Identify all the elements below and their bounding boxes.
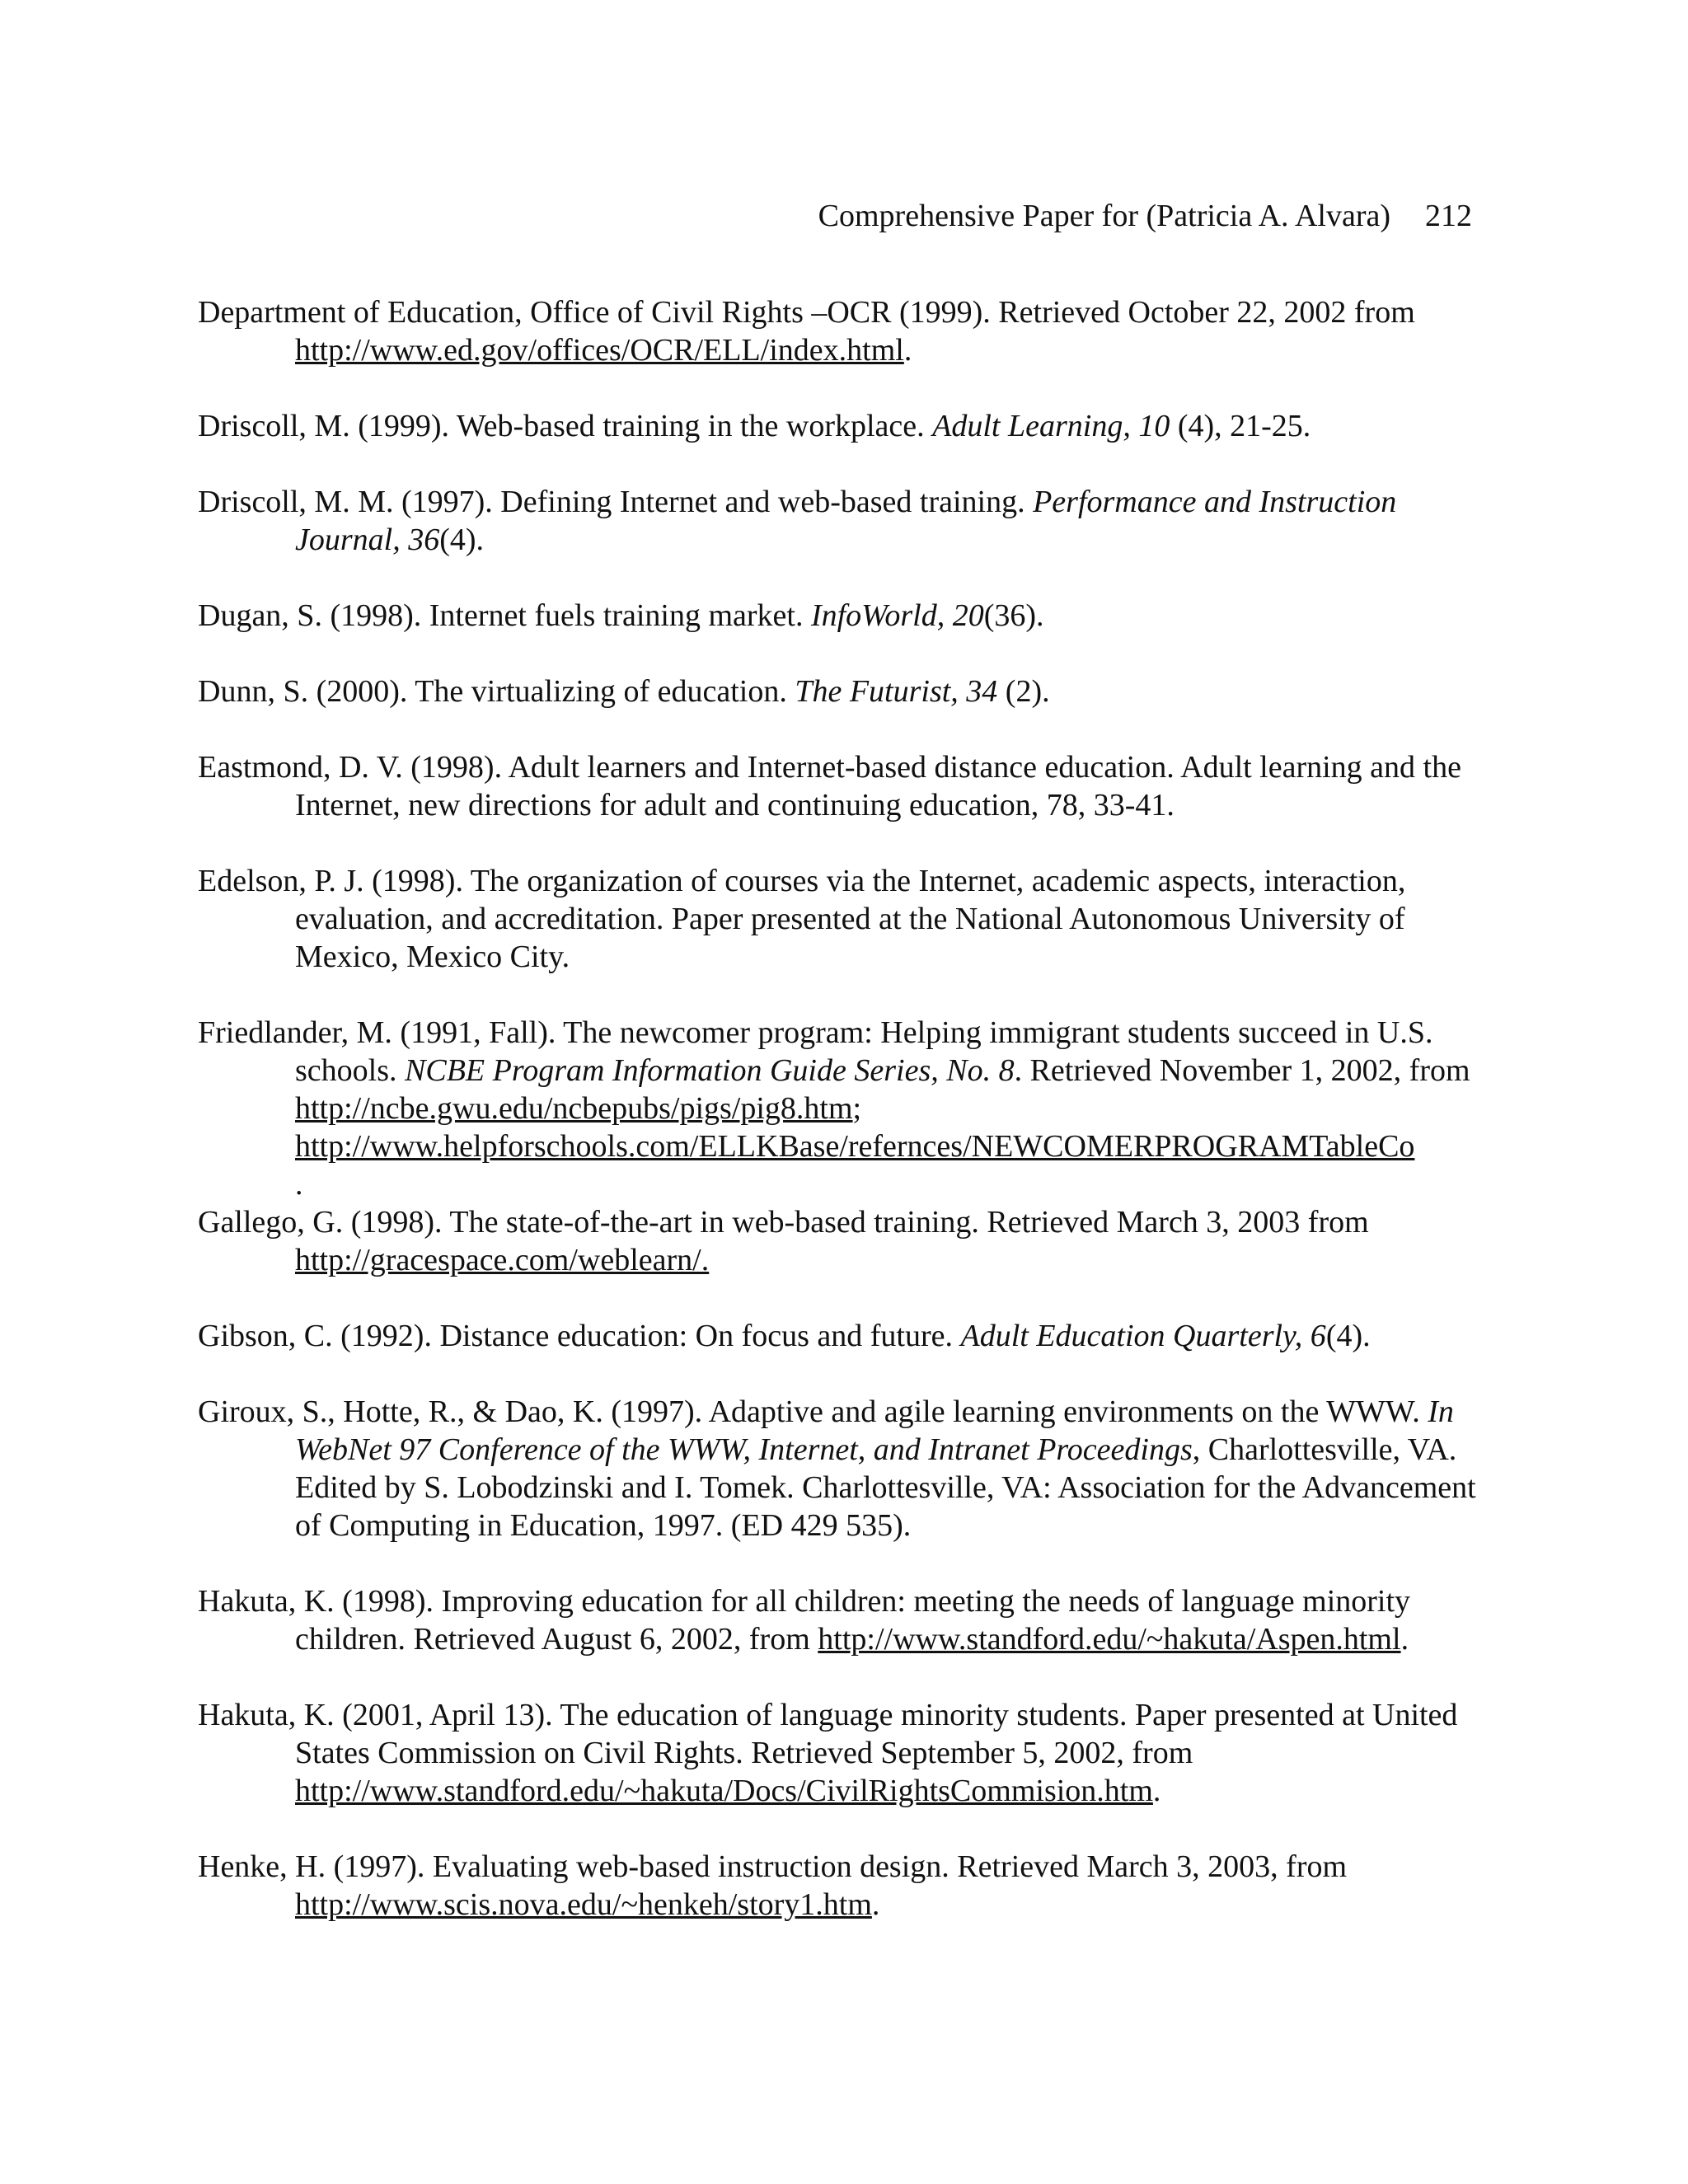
reference-item: Hakuta, K. (2001, April 13). The education of language minority students. Paper presented at United States Commission on Civil Rights. Retrieved September 5, 2002, from http://www.standford.edu/~hakuta/Docs/CivilRightsCommision.htm. xyxy=(198,1698,1458,1808)
reference-item: Giroux, S., Hotte, R., & Dao, K. (1997). Adaptive and agile learning environments on the WWW. In WebNet 97 Conference of the WWW, Internet, and Intranet Proceedings, Charlottesville, VA. Edited by S. Lobodzinski and I. Tomek. Charlottesville, VA: Association for the Advancement of Computing in Education, 1997. (ED 429 535). xyxy=(198,1394,1476,1543)
reference-item: Driscoll, M. M. (1997). Defining Internet and web-based training. Performance and Instruction Journal, 36(4). xyxy=(198,485,1397,557)
running-head xyxy=(818,196,1472,236)
reference-item: Gallego, G. (1998). The state-of-the-art in web-based training. Retrieved March 3, 2003 from http://gracespace.com/weblearn/. xyxy=(198,1205,1369,1277)
reference-item: Henke, H. (1997). Evaluating web-based instruction design. Retrieved March 3, 2003, from http://www.scis.nova.edu/~henkeh/story1.htm. xyxy=(198,1849,1348,1922)
reference-source: The Futurist, 34 xyxy=(795,674,998,709)
reference-item: Dugan, S. (1998). Internet fuels training market. InfoWorld, 20(36). xyxy=(198,598,1044,633)
reference-link[interactable]: http://www.ed.gov/offices/OCR/ELL/index.html xyxy=(295,333,904,368)
reference-link[interactable]: http://ncbe.gwu.edu/ncbepubs/pigs/pig8.htm xyxy=(295,1091,853,1126)
reference-source: NCBE Program Information Guide Series, No. 8 xyxy=(405,1053,1015,1088)
reference-link[interactable]: http://www.scis.nova.edu/~henkeh/story1.htm xyxy=(295,1887,872,1922)
page-number: 212 xyxy=(1425,199,1472,233)
reference-item: Hakuta, K. (1998). Improving education for all children: meeting the needs of language minority children. Retrieved August 6, 2002, from http://www.standford.edu/~hakuta/Aspen.html. xyxy=(198,1584,1411,1657)
reference-item: Gibson, C. (1992). Distance education: On focus and future. Adult Education Quarterly, 6(4). xyxy=(198,1319,1371,1353)
reference-item: Driscoll, M. (1999). Web-based training in the workplace. Adult Learning, 10 (4), 21-25. xyxy=(198,409,1311,443)
reference-list xyxy=(198,293,1484,1961)
reference-item: Edelson, P. J. (1998). The organization of courses via the Internet, academic aspects, interaction, evaluation, and accreditation. Paper presented at the National Autonomous University of Mexico, Mexico City. xyxy=(198,864,1406,974)
reference-source: Adult Learning, 10 xyxy=(932,409,1170,443)
reference-item: Department of Education, Office of Civil Rights –OCR (1999). Retrieved October 22, 2002 from http://www.ed.gov/offices/OCR/ELL/index.html. xyxy=(198,295,1415,368)
reference-source: InfoWorld, 20 xyxy=(810,598,984,633)
reference-item: Friedlander, M. (1991, Fall). The newcomer program: Helping immigrant students succeed in U.S. schools. NCBE Program Information Guide Series, No. 8. Retrieved November 1, 2002, from http://ncbe.gwu.edu/ncbepubs/pigs/pig8.htm; http://www.helpforschools.com/ELLKBase/refernces/NEWCOMERPROGRAMTableCo . xyxy=(198,1015,1470,1202)
reference-source: Performance and Instruction Journal, 36 xyxy=(295,485,1397,557)
reference-link[interactable]: http://www.standford.edu/~hakuta/Aspen.html xyxy=(818,1622,1401,1657)
reference-link[interactable]: http://gracespace.com/weblearn/. xyxy=(295,1243,710,1277)
reference-link-secondary[interactable]: http://www.helpforschools.com/ELLKBase/refernces/NEWCOMERPROGRAMTableCo xyxy=(295,1129,1415,1164)
reference-item: Eastmond, D. V. (1998). Adult learners and Internet-based distance education. Adult learning and the Internet, new directions for adult and continuing education, 78, 33-41. xyxy=(198,750,1461,823)
reference-link[interactable]: http://www.standford.edu/~hakuta/Docs/CivilRightsCommision.htm xyxy=(295,1774,1153,1808)
running-head-title: Comprehensive Paper for (Patricia A. Alvara) xyxy=(818,199,1390,233)
reference-item: Dunn, S. (2000). The virtualizing of education. The Futurist, 34 (2). xyxy=(198,674,1050,709)
reference-source: Adult Education Quarterly, 6 xyxy=(960,1319,1326,1353)
reference-source: In WebNet 97 Conference of the WWW, Internet, and Intranet Proceedings xyxy=(295,1394,1454,1467)
